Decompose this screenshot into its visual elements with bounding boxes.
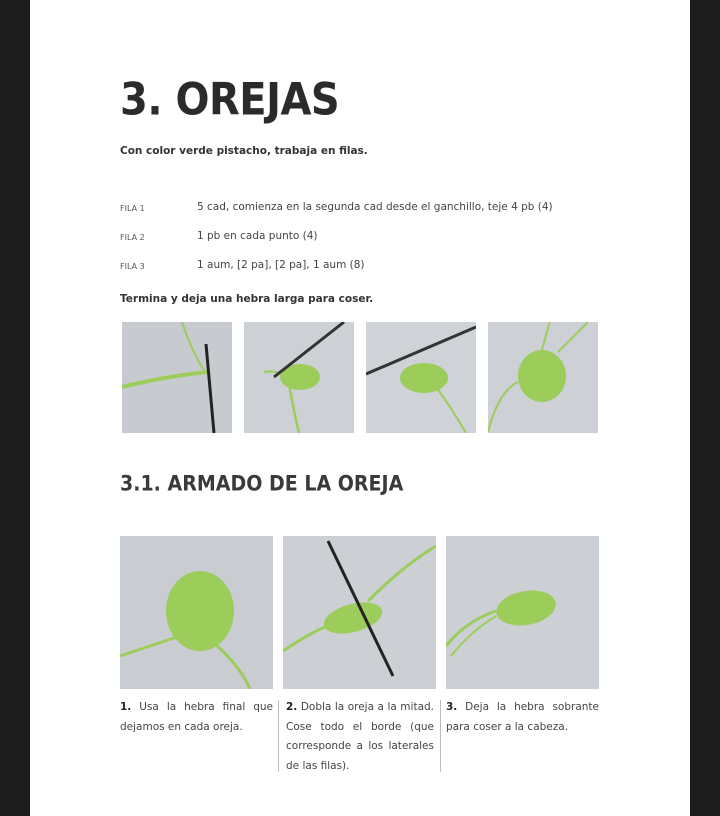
pattern-rows <box>120 201 640 288</box>
caption-divider <box>278 700 279 772</box>
caption-3 <box>446 698 599 737</box>
assembly-photo-2 <box>283 536 436 689</box>
row-label: FILA 1 <box>120 204 145 213</box>
assembly-photo-1 <box>120 536 273 689</box>
subsection-title: 3.1. ARMADO DE LA OREJA <box>120 472 404 497</box>
step-photo-chain <box>122 322 232 433</box>
caption-number: 1. <box>120 701 132 713</box>
step-photo-row2 <box>366 322 476 433</box>
caption-number: 2. <box>286 701 298 713</box>
caption-2 <box>286 698 434 776</box>
assembly-photo-3 <box>446 536 599 689</box>
caption-text: Dobla la oreja a la mitad. Cose todo el borde (que corresponde a los laterales de las filas). <box>286 701 435 772</box>
row-text: 1 aum, [2 pa], [2 pa], 1 aum (8) <box>197 259 365 271</box>
section-title: 3. OREJAS <box>120 74 340 126</box>
document-page <box>30 0 690 816</box>
section-intro: Con color verde pistacho, trabaja en filas. <box>120 145 368 157</box>
row-label: FILA 2 <box>120 233 145 242</box>
row-label: FILA 3 <box>120 262 145 271</box>
row-text: 5 cad, comienza en la segunda cad desde el ganchillo, teje 4 pb (4) <box>197 201 553 213</box>
pattern-row <box>120 230 640 259</box>
caption-1 <box>120 698 273 737</box>
caption-number: 3. <box>446 701 458 713</box>
caption-text: Usa la hebra final que dejamos en cada oreja. <box>120 701 273 733</box>
finish-note: Termina y deja una hebra larga para coser. <box>120 293 374 305</box>
caption-text: Deja la hebra sobrante para coser a la cabeza. <box>446 701 599 733</box>
step-photo-row1 <box>244 322 354 433</box>
caption-divider <box>440 700 441 772</box>
pattern-row <box>120 201 640 230</box>
row-text: 1 pb en cada punto (4) <box>197 230 318 242</box>
step-photo-row3 <box>488 322 598 433</box>
pattern-row <box>120 259 640 288</box>
